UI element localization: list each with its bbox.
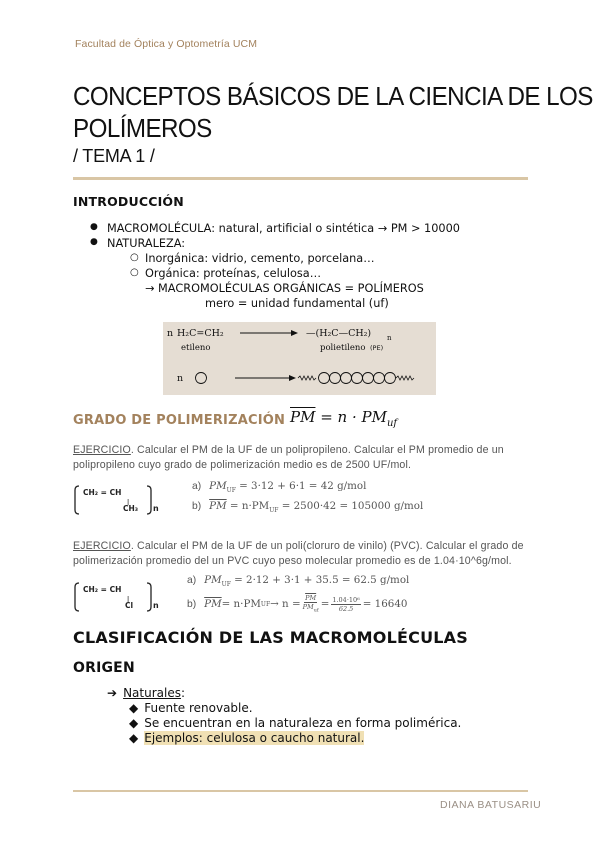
bullet-icon: ● [90,237,98,247]
classification-heading: CLASIFICACIÓN DE LAS MACROMOLÉCULAS [73,628,468,647]
monomer-circle-icon [196,373,207,384]
list-item: ➔ Naturales: [107,686,186,700]
propylene-structure: CH₂ = CH | CH₃ n [73,483,163,517]
list-item: ● MACROMOLÉCULA: natural, artificial o sintética → PM > 10000 [90,222,460,235]
chain-end-icon [298,376,316,380]
title-line-2: POLÍMEROS [73,113,212,143]
list-item: ● NATURALEZA: [90,237,186,250]
title-divider [73,177,528,180]
arrow-right-icon: ➔ [107,686,118,700]
page-title [73,80,593,144]
figure-n-label-2: n [177,373,184,384]
polymerization-formula: $\overline{PM} = n \cdot PM_{uf}$ [290,408,398,429]
topic-label: / TEMA 1 / [73,146,155,166]
grado-heading: GRADO DE POLIMERIZACIÓN [73,413,286,428]
exercise-2-answer-b: b) $\overline{PM}$ = n·PM UF → n = $\overline{PM}$ $PM_{uf}$ = $\frac{\text{1.04·10⁶}}{62.5}$ = 16640 [187,594,408,614]
polymer-abbr: (PE) [370,344,384,352]
figure-n-label: n [167,328,174,339]
list-item: ○ Orgánica: proteínas, celulosa… [130,267,322,280]
diamond-bullet-icon: ◆ [129,701,139,715]
fraction-2: $\frac{\text{1.04·10⁶}}{62.5}$ [332,595,360,613]
list-item: ◆ Se encuentran en la naturaleza en forma polimérica. [129,716,462,730]
exercise-1-text: EJERCICIO. Calcular el PM de la UF de un polipropileno. Calcular el PM promedio de un polipropileno cuyo grado de polimerización medio es de 2500 UF/mol. [73,444,504,471]
exercise-1-answer-b: b) $\overline{PM} = n\cdot PM_{UF} = 2500\cdot 42 = 105000$ g/mol [192,500,424,515]
list-item: ◆ Fuente renovable. [129,701,253,715]
monomer-name: etileno [181,343,211,353]
title-line-1: CONCEPTOS BÁSICOS DE LA CIENCIA DE LOS [73,81,593,111]
faculty-header: Facultad de Óptica y Optometría UCM [75,38,258,50]
diamond-bullet-icon: ◆ [129,731,139,745]
pvc-structure: CH₂ = CH | Cl n [73,580,163,614]
polymer-subscript: n [387,334,392,342]
intro-heading: INTRODUCCIÓN [73,194,184,209]
polymerization-diagram [163,322,436,395]
chain-end-icon [396,376,414,380]
highlighted-text: Ejemplos: celulosa o caucho natural. [144,731,365,745]
monomer-formula: H₂C=CH₂ [177,328,224,339]
list-item: ○ Inorgánica: vidrio, cemento, porcelana… [130,252,375,265]
exercise-2-answer-a: a) $PM_{UF} = 2\cdot 12 + 3\cdot 1 + 35.5 = 62.5$ g/mol [187,574,410,589]
polymer-formula: —(H₂C—CH₂) [306,328,372,339]
list-item [129,731,364,745]
circle-bullet-icon: ○ [130,252,139,263]
footer-divider [73,790,528,792]
author-name: DIANA BATUSARIU [440,799,542,811]
exercise-1-answer-a: a) $PM_{UF} = 3\cdot 12 + 6\cdot 1 = 42$ g/mol [192,480,367,495]
arrow-head-icon [289,375,296,381]
fraction-1: $\overline{PM}$ $PM_{uf}$ [302,594,319,614]
polymer-name: polietileno [320,343,366,353]
circle-bullet-icon: ○ [130,267,139,278]
polymer-chain-icon [319,373,396,384]
polymer-note: → MACROMOLÉCULAS ORGÁNICAS = POLÍMEROS [145,282,424,295]
origin-heading: ORIGEN [73,660,135,676]
exercise-2-text: EJERCICIO. Calcular el PM de la UF de un poli(cloruro de vinilo) (PVC). Calcular el grado de polimerización promedio del un PVC cuyo peso molecular promedio es de 1.04·10^6g/mol. [73,540,524,567]
bullet-icon: ● [90,222,98,232]
mero-note: mero = unidad fundamental (uf) [205,297,389,310]
arrow-head-icon [291,330,298,336]
polymerization-figure [163,322,436,395]
diamond-bullet-icon: ◆ [129,716,139,730]
